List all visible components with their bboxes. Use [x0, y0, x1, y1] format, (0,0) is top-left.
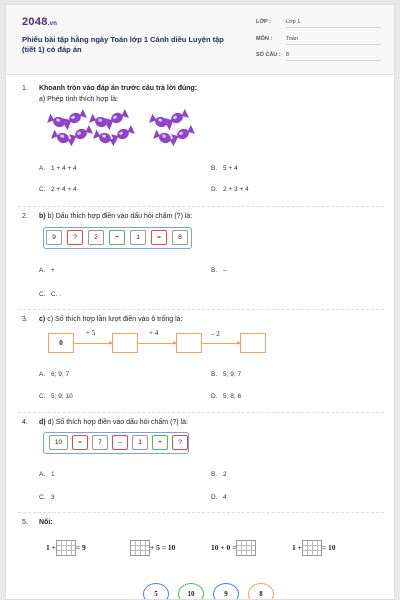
option-b[interactable]: B. – — [211, 267, 227, 274]
number-cell: 2 — [88, 230, 104, 245]
candy-group — [90, 111, 142, 147]
info-value: Toán — [286, 36, 381, 45]
blank-grid[interactable] — [130, 540, 150, 556]
question-prompt: b) b) Dấu thích hợp điền vào dấu hỏi chấm (?) là: — [39, 213, 193, 220]
flow-step-label: + 4 — [149, 329, 159, 337]
candy-group — [150, 111, 202, 147]
info-label: SỐ CÂU : — [256, 52, 281, 58]
option-d[interactable]: D. 2 + 3 + 4 — [211, 186, 249, 193]
prompt-text: d) Số thích hợp điền vào dấu hỏi chấm (?) là: — [47, 419, 188, 426]
info-row-class — [256, 17, 381, 28]
option-d[interactable]: D. 4 — [211, 494, 227, 501]
info-row-subject — [256, 34, 381, 45]
divider — [18, 412, 384, 413]
option-c[interactable]: C. 5; 9; 10 — [39, 393, 73, 400]
number-cell: 1 — [130, 230, 146, 245]
answer-circle[interactable]: 9 — [213, 583, 239, 600]
option-b[interactable]: B. 5; 9; 7 — [211, 371, 242, 378]
answer-circle[interactable]: 10 — [178, 583, 204, 600]
question-prompt: Nối: — [39, 519, 53, 526]
number-cell: 10 — [49, 435, 68, 450]
info-value: 8 — [286, 52, 381, 61]
question-number: 1. — [22, 85, 28, 92]
question-mark-cell[interactable]: ? — [172, 435, 188, 450]
prompt-text: c) Số thích hợp lần lượt điền vào ô trống là: — [47, 316, 183, 323]
option-c[interactable]: C. 3 — [39, 494, 55, 501]
info-row-count — [256, 50, 381, 61]
option-d[interactable]: D. 5; 8; 6 — [211, 393, 242, 400]
answer-circle[interactable]: 5 — [143, 583, 169, 600]
option-b[interactable]: B. 5 + 4 — [211, 165, 238, 172]
option-c[interactable]: C. 2 + 4 + 4 — [39, 186, 77, 193]
flow-step-label: + 5 — [86, 329, 96, 337]
logo-suffix: .vn — [47, 21, 58, 27]
number-cell: = — [151, 230, 167, 245]
divider — [18, 309, 384, 310]
number-cell: + — [109, 230, 125, 245]
option-c[interactable]: C. C. . — [39, 291, 62, 298]
number-cell: 9 — [46, 230, 62, 245]
number-cell: + — [152, 435, 168, 450]
info-label: LỚP : — [256, 19, 271, 25]
blank-grid[interactable] — [302, 540, 322, 556]
info-label: MÔN : — [256, 36, 273, 42]
question-mark-cell[interactable]: ? — [67, 230, 83, 245]
number-cell: = — [72, 435, 88, 450]
question-number: 2. — [22, 213, 28, 220]
site-logo[interactable] — [22, 16, 57, 28]
flow-arrow — [74, 343, 112, 344]
option-b[interactable]: B. 2 — [211, 471, 227, 478]
flow-answer-box[interactable] — [240, 333, 266, 353]
option-a[interactable]: A. 1 — [39, 471, 55, 478]
question-number: 4. — [22, 419, 28, 426]
number-cell: 7 — [92, 435, 108, 450]
question-number: 3. — [22, 316, 28, 323]
flow-arrow — [138, 343, 176, 344]
flow-answer-box[interactable] — [176, 333, 202, 353]
option-a[interactable]: A. 1 + 4 + 4 — [39, 165, 77, 172]
question-prompt: c) c) Số thích hợp lần lượt điền vào ô trống là: — [39, 316, 183, 323]
flow-answer-box[interactable] — [112, 333, 138, 353]
number-cell: 1 — [132, 435, 148, 450]
question-instruction: Khoanh tròn vào đáp án trước câu trả lời đúng: — [39, 85, 198, 92]
divider — [18, 206, 384, 207]
worksheet-title: Phiếu bài tập hằng ngày Toán lớp 1 Cánh diều Luyện tập (tiết 1) có đáp án — [22, 35, 224, 54]
number-cell: – — [112, 435, 128, 450]
flow-step-label: – 2 — [211, 330, 220, 338]
logo-text: 2048 — [22, 16, 48, 28]
option-a[interactable]: A. 6; 9; 7 — [39, 371, 70, 378]
flow-arrow — [202, 343, 240, 344]
matching-equation[interactable]: 10 + 0 = — [211, 540, 256, 556]
info-value: Lớp 1 — [286, 19, 381, 28]
flow-start-box: 0 — [48, 333, 74, 353]
divider — [18, 512, 384, 513]
matching-equation[interactable]: 1 + = 10 — [292, 540, 336, 556]
blank-grid[interactable] — [236, 540, 256, 556]
worksheet-header — [6, 5, 394, 75]
question-prompt: a) Phép tính thích hợp là: — [39, 96, 118, 103]
question-prompt: d) d) Số thích hợp điền vào dấu hỏi chấm (?) là: — [39, 419, 188, 426]
worksheet-page — [5, 4, 395, 600]
blank-grid[interactable] — [56, 540, 76, 556]
answer-circle[interactable]: 8 — [248, 583, 274, 600]
option-a[interactable]: A. + — [39, 267, 55, 274]
matching-equation[interactable]: 1 + = 9 — [46, 540, 86, 556]
matching-equation[interactable]: + 5 = 10 — [130, 540, 175, 556]
number-cell: 8 — [172, 230, 188, 245]
question-number: 5. — [22, 519, 28, 526]
prompt-text: b) Dấu thích hợp điền vào dấu hỏi chấm (?) là: — [47, 213, 193, 220]
